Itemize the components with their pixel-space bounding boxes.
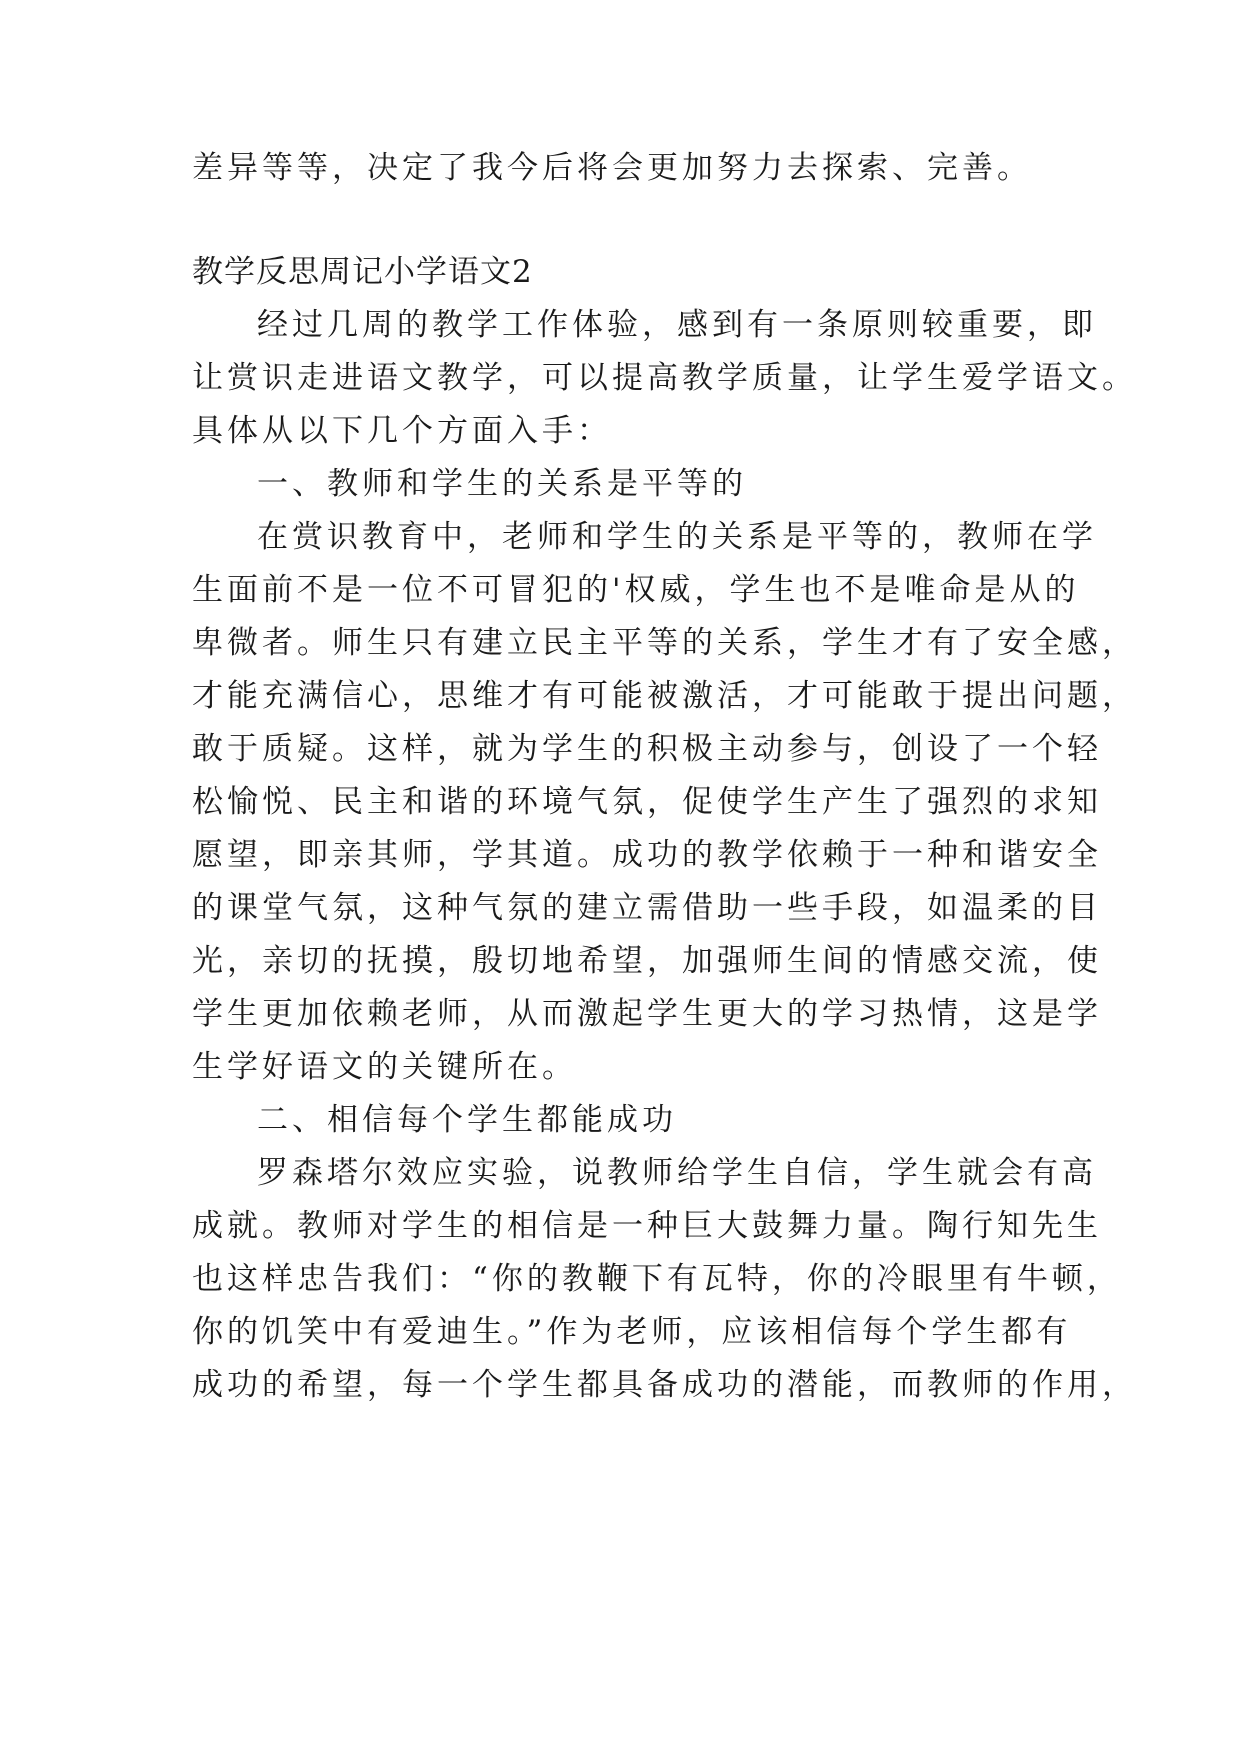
- paragraph-line: 经过几周的教学工作体验，感到有一条原则较重要，即: [257, 307, 1097, 343]
- subheading: 一、教师和学生的关系是平等的: [257, 466, 747, 502]
- paragraph-line: 卑微者。师生只有建立民主平等的关系，学生才有了安全感，: [192, 625, 1137, 661]
- paragraph-line: 的课堂气氛，这种气氛的建立需借助一些手段，如温柔的目: [192, 890, 1102, 926]
- paragraph-line: 敢于质疑。这样，就为学生的积极主动参与，创设了一个轻: [192, 731, 1102, 767]
- paragraph-line: 也这样忠告我们：“你的教鞭下有瓦特，你的冷眼里有牛顿，: [192, 1261, 1122, 1297]
- paragraph-line: 你的饥笑中有爱迪生。”作为老师，应该相信每个学生都有: [192, 1314, 1072, 1350]
- paragraph-line: 光，亲切的抚摸，殷切地希望，加强师生间的情感交流，使: [192, 943, 1102, 979]
- paragraph-line: 成功的希望，每一个学生都具备成功的潜能，而教师的作用，: [192, 1367, 1137, 1403]
- paragraph-line: 松愉悦、民主和谐的环境气氛，促使学生产生了强烈的求知: [192, 784, 1102, 820]
- section-title: 教学反思周记小学语文2: [192, 254, 533, 290]
- subheading: 二、相信每个学生都能成功: [257, 1102, 677, 1138]
- paragraph-line: 愿望，即亲其师，学其道。成功的教学依赖于一种和谐安全: [192, 837, 1102, 873]
- paragraph-line: 生面前不是一位不可冒犯的'权威，学生也不是唯命是从的: [192, 572, 1080, 608]
- paragraph-line: 学生更加依赖老师，从而激起学生更大的学习热情，这是学: [192, 996, 1102, 1032]
- paragraph-line: 差异等等，决定了我今后将会更加努力去探索、完善。: [192, 150, 1032, 186]
- paragraph-line: 具体从以下几个方面入手：: [192, 413, 612, 449]
- paragraph-line: 成就。教师对学生的相信是一种巨大鼓舞力量。陶行知先生: [192, 1208, 1102, 1244]
- paragraph-line: 生学好语文的关键所在。: [192, 1049, 577, 1085]
- paragraph-line: 在赏识教育中，老师和学生的关系是平等的，教师在学: [257, 519, 1097, 555]
- paragraph-line: 罗森塔尔效应实验，说教师给学生自信，学生就会有高: [257, 1155, 1097, 1191]
- paragraph-line: 让赏识走进语文教学，可以提高教学质量，让学生爱学语文。: [192, 360, 1137, 396]
- paragraph-line: 才能充满信心，思维才有可能被激活，才可能敢于提出问题，: [192, 678, 1137, 714]
